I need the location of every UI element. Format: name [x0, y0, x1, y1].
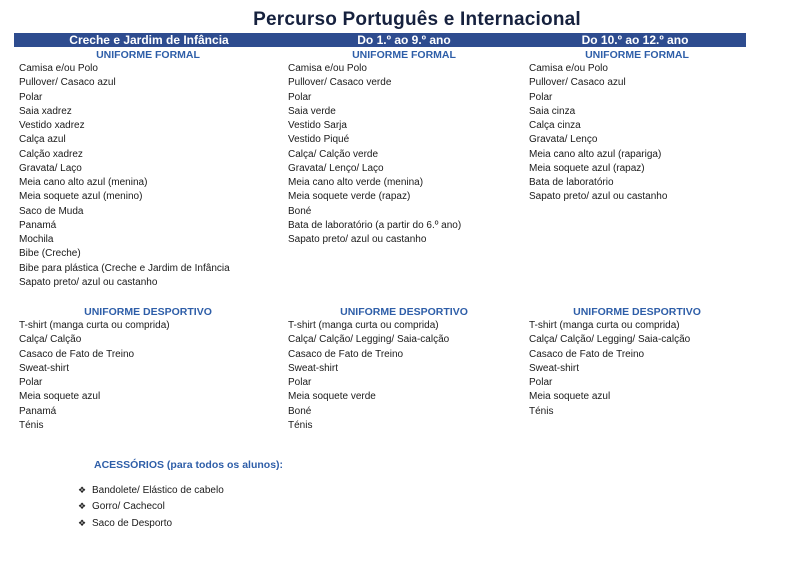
list-item: Polar: [529, 91, 553, 103]
page-title: Percurso Português e Internacional: [253, 9, 581, 30]
formal-title-col1: UNIFORME FORMAL: [96, 49, 200, 61]
diamond-bullet-icon: ❖: [78, 517, 87, 528]
list-item: Meia cano alto verde (menina): [288, 177, 424, 188]
list-item: Sweat-shirt: [288, 362, 339, 374]
list-item: Bibe para plástica (Creche e Jardim de Infância: [19, 262, 230, 274]
list-item: Pullover/ Casaco azul: [529, 77, 626, 89]
list-item: Calça cinza: [529, 120, 581, 131]
list-item: Gravata/ Lenço/ Laço: [288, 162, 384, 174]
formal-title-col3: UNIFORME FORMAL: [585, 49, 689, 61]
list-item: Casaco de Fato de Treino: [19, 348, 135, 360]
list-item: Saia cinza: [529, 105, 576, 117]
accessory-label: Bandolete/ Elástico de cabelo: [92, 484, 224, 496]
list-item: Panamá: [19, 405, 57, 417]
col1-formal: [19, 49, 277, 290]
list-item: Bata de laboratório (a partir do 6.º ano): [288, 219, 462, 231]
list-item: Gravata/ Laço: [19, 162, 82, 174]
list-item: Saia xadrez: [19, 105, 72, 117]
list-item: Meia soquete azul: [19, 391, 101, 403]
list-item: Ténis: [529, 405, 554, 417]
list-item: Saia verde: [288, 105, 336, 117]
list-item: Meia soquete verde (rapaz): [288, 191, 411, 203]
accessories-list: [78, 482, 224, 532]
desportivo-title-col2: UNIFORME DESPORTIVO: [340, 306, 468, 318]
diamond-bullet-icon: ❖: [78, 484, 87, 495]
col3-formal: [529, 49, 745, 205]
list-item: Sapato preto/ azul ou castanho: [19, 276, 158, 288]
list-item: Ténis: [19, 419, 44, 431]
list-item: Camisa e/ou Polo: [19, 63, 98, 74]
list-item: Casaco de Fato de Treino: [529, 348, 645, 360]
list-item: Bata de laboratório: [529, 177, 614, 188]
col2-formal: [288, 49, 520, 247]
list-item: Vestido Piqué: [288, 134, 350, 146]
list-item: Calça/ Calção: [19, 334, 82, 346]
list-item: Calça azul: [19, 134, 66, 146]
list-item: Sweat-shirt: [19, 362, 70, 374]
list-item: Sapato preto/ azul ou castanho: [529, 191, 668, 203]
list-item: Ténis: [288, 419, 313, 431]
accessory-item: [78, 515, 224, 532]
list-item: Polar: [288, 91, 312, 103]
list-item: T-shirt (manga curta ou comprida): [288, 320, 439, 331]
header-bar: [14, 33, 746, 47]
list-item: Sapato preto/ azul ou castanho: [288, 234, 427, 245]
header-creche: Creche e Jardim de Infância: [69, 33, 229, 47]
list-item: Gravata/ Lenço: [529, 134, 598, 146]
col3-desportivo: [529, 306, 745, 419]
col1-desportivo: [19, 306, 277, 433]
list-item: Pullover/ Casaco azul: [19, 77, 116, 89]
accessories-title: ACESSÓRIOS (para todos os alunos):: [94, 459, 284, 471]
list-item: Bibe (Creche): [19, 248, 81, 260]
list-item: Polar: [288, 377, 312, 388]
list-item: Meia soquete verde: [288, 391, 376, 403]
list-item: Mochila: [19, 234, 54, 245]
list-item: Boné: [288, 205, 312, 217]
header-1-9: Do 1.º ao 9.º ano: [357, 33, 451, 47]
list-item: Pullover/ Casaco verde: [288, 77, 392, 89]
list-item: Meia cano alto azul (rapariga): [529, 148, 662, 160]
desportivo-title-col3: UNIFORME DESPORTIVO: [573, 306, 701, 318]
list-item: Calça/ Calção/ Legging/ Saia-calção: [288, 334, 450, 346]
list-item: Meia soquete azul: [529, 391, 611, 403]
list-item: Calça/ Calção/ Legging/ Saia-calção: [529, 334, 691, 346]
col2-desportivo: [288, 306, 520, 433]
accessory-label: Saco de Desporto: [92, 517, 173, 529]
list-item: Polar: [529, 377, 553, 388]
list-item: Saco de Muda: [19, 205, 84, 217]
diamond-bullet-icon: ❖: [78, 501, 87, 512]
accessory-item: [78, 482, 224, 499]
list-item: Calça/ Calção verde: [288, 148, 379, 160]
list-item: Boné: [288, 405, 312, 417]
list-item: Meia cano alto azul (menina): [19, 177, 148, 188]
list-item: T-shirt (manga curta ou comprida): [19, 320, 170, 331]
formal-title-col2: UNIFORME FORMAL: [352, 49, 456, 61]
header-10-12: Do 10.º ao 12.º ano: [581, 33, 689, 47]
list-item: Meia soquete azul (rapaz): [529, 162, 645, 174]
list-item: Vestido Sarja: [288, 120, 347, 131]
list-item: Polar: [19, 377, 43, 388]
list-item: Panamá: [19, 219, 57, 231]
list-item: Calção xadrez: [19, 148, 83, 160]
accessory-label: Gorro/ Cachecol: [92, 501, 165, 513]
accessory-item: [78, 499, 224, 516]
list-item: Camisa e/ou Polo: [288, 63, 367, 74]
list-item: T-shirt (manga curta ou comprida): [529, 320, 680, 331]
list-item: Vestido xadrez: [19, 120, 85, 131]
list-item: Sweat-shirt: [529, 362, 580, 374]
list-item: Meia soquete azul (menino): [19, 191, 143, 203]
desportivo-title-col1: UNIFORME DESPORTIVO: [84, 306, 212, 318]
list-item: Camisa e/ou Polo: [529, 63, 608, 74]
list-item: Casaco de Fato de Treino: [288, 348, 404, 360]
list-item: Polar: [19, 91, 43, 103]
